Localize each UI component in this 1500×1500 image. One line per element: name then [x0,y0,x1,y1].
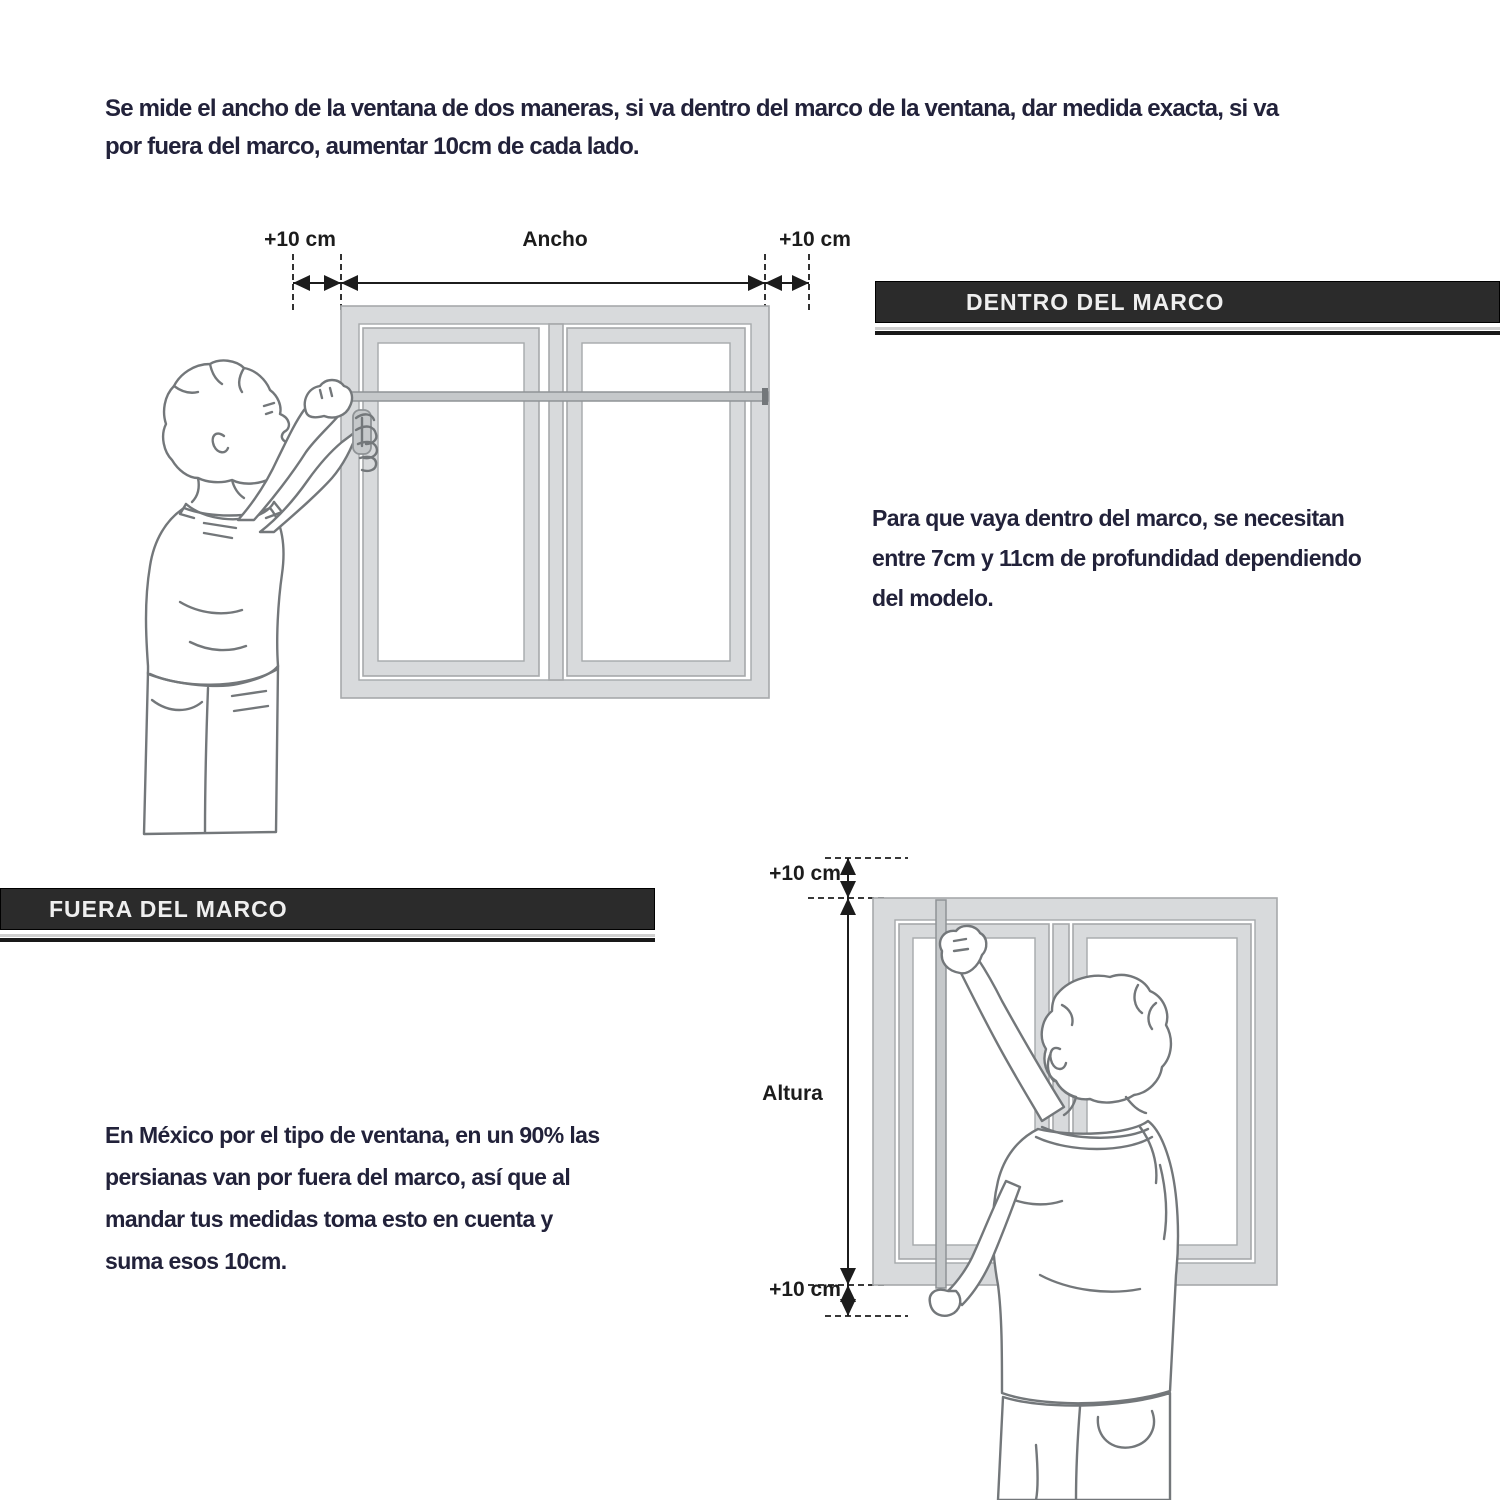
intro-text [105,90,1278,166]
window-pane-right [567,328,745,676]
label-plus10-top: +10 cm [769,862,841,885]
underline-dark [0,938,655,942]
fuera-body-line-3: mandar tus medidas toma esto en cuenta y [105,1206,553,1232]
underline-dark [875,331,1500,335]
intro-line-1: Se mide el ancho de la ventana de dos maneras, si va dentro del marco de la ventana, dar medida exacta, si va [105,95,1279,122]
fuera-body-text [105,1114,600,1282]
width-diagram-drawing [120,222,860,842]
height-diagram-drawing [740,845,1340,1500]
height-measure-diagram [740,845,1340,1500]
label-plus10-left: +10 cm [264,228,336,251]
dentro-body-line-1: Para que vaya dentro del marco, se necesitan [872,505,1345,531]
label-altura: Altura [762,1082,823,1105]
label-plus10-right: +10 cm [779,228,851,251]
label-plus10-bottom: +10 cm [769,1278,841,1301]
fuera-banner-underline [0,934,655,942]
window-mullion [549,324,563,680]
label-ancho: Ancho [522,228,588,251]
fuera-body-line-4: suma esos 10cm. [105,1248,287,1274]
dentro-body-line-3: del modelo. [872,585,994,611]
dentro-body-line-2: entre 7cm y 11cm de profundidad dependiendo [872,545,1362,571]
width-dimension-lines [293,254,809,312]
dentro-banner-underline [875,327,1500,335]
fuera-banner-label: FUERA DEL MARCO [49,895,288,922]
underline-light [0,934,655,937]
width-measure-diagram [120,222,860,842]
intro-line-2: por fuera del marco, aumentar 10cm de cada lado. [105,133,639,160]
underline-light [875,327,1500,330]
window-frame [341,306,769,698]
fuera-del-marco-banner [0,888,655,930]
fuera-body-line-2: persianas van por fuera del marco, así que al [105,1164,571,1190]
fuera-body-line-1: En México por el tipo de ventana, en un 90% las [105,1122,600,1148]
dentro-banner-label: DENTRO DEL MARCO [966,288,1225,315]
window-pane-left [363,328,539,676]
dentro-del-marco-banner [875,281,1500,323]
dentro-body-text [872,498,1361,618]
